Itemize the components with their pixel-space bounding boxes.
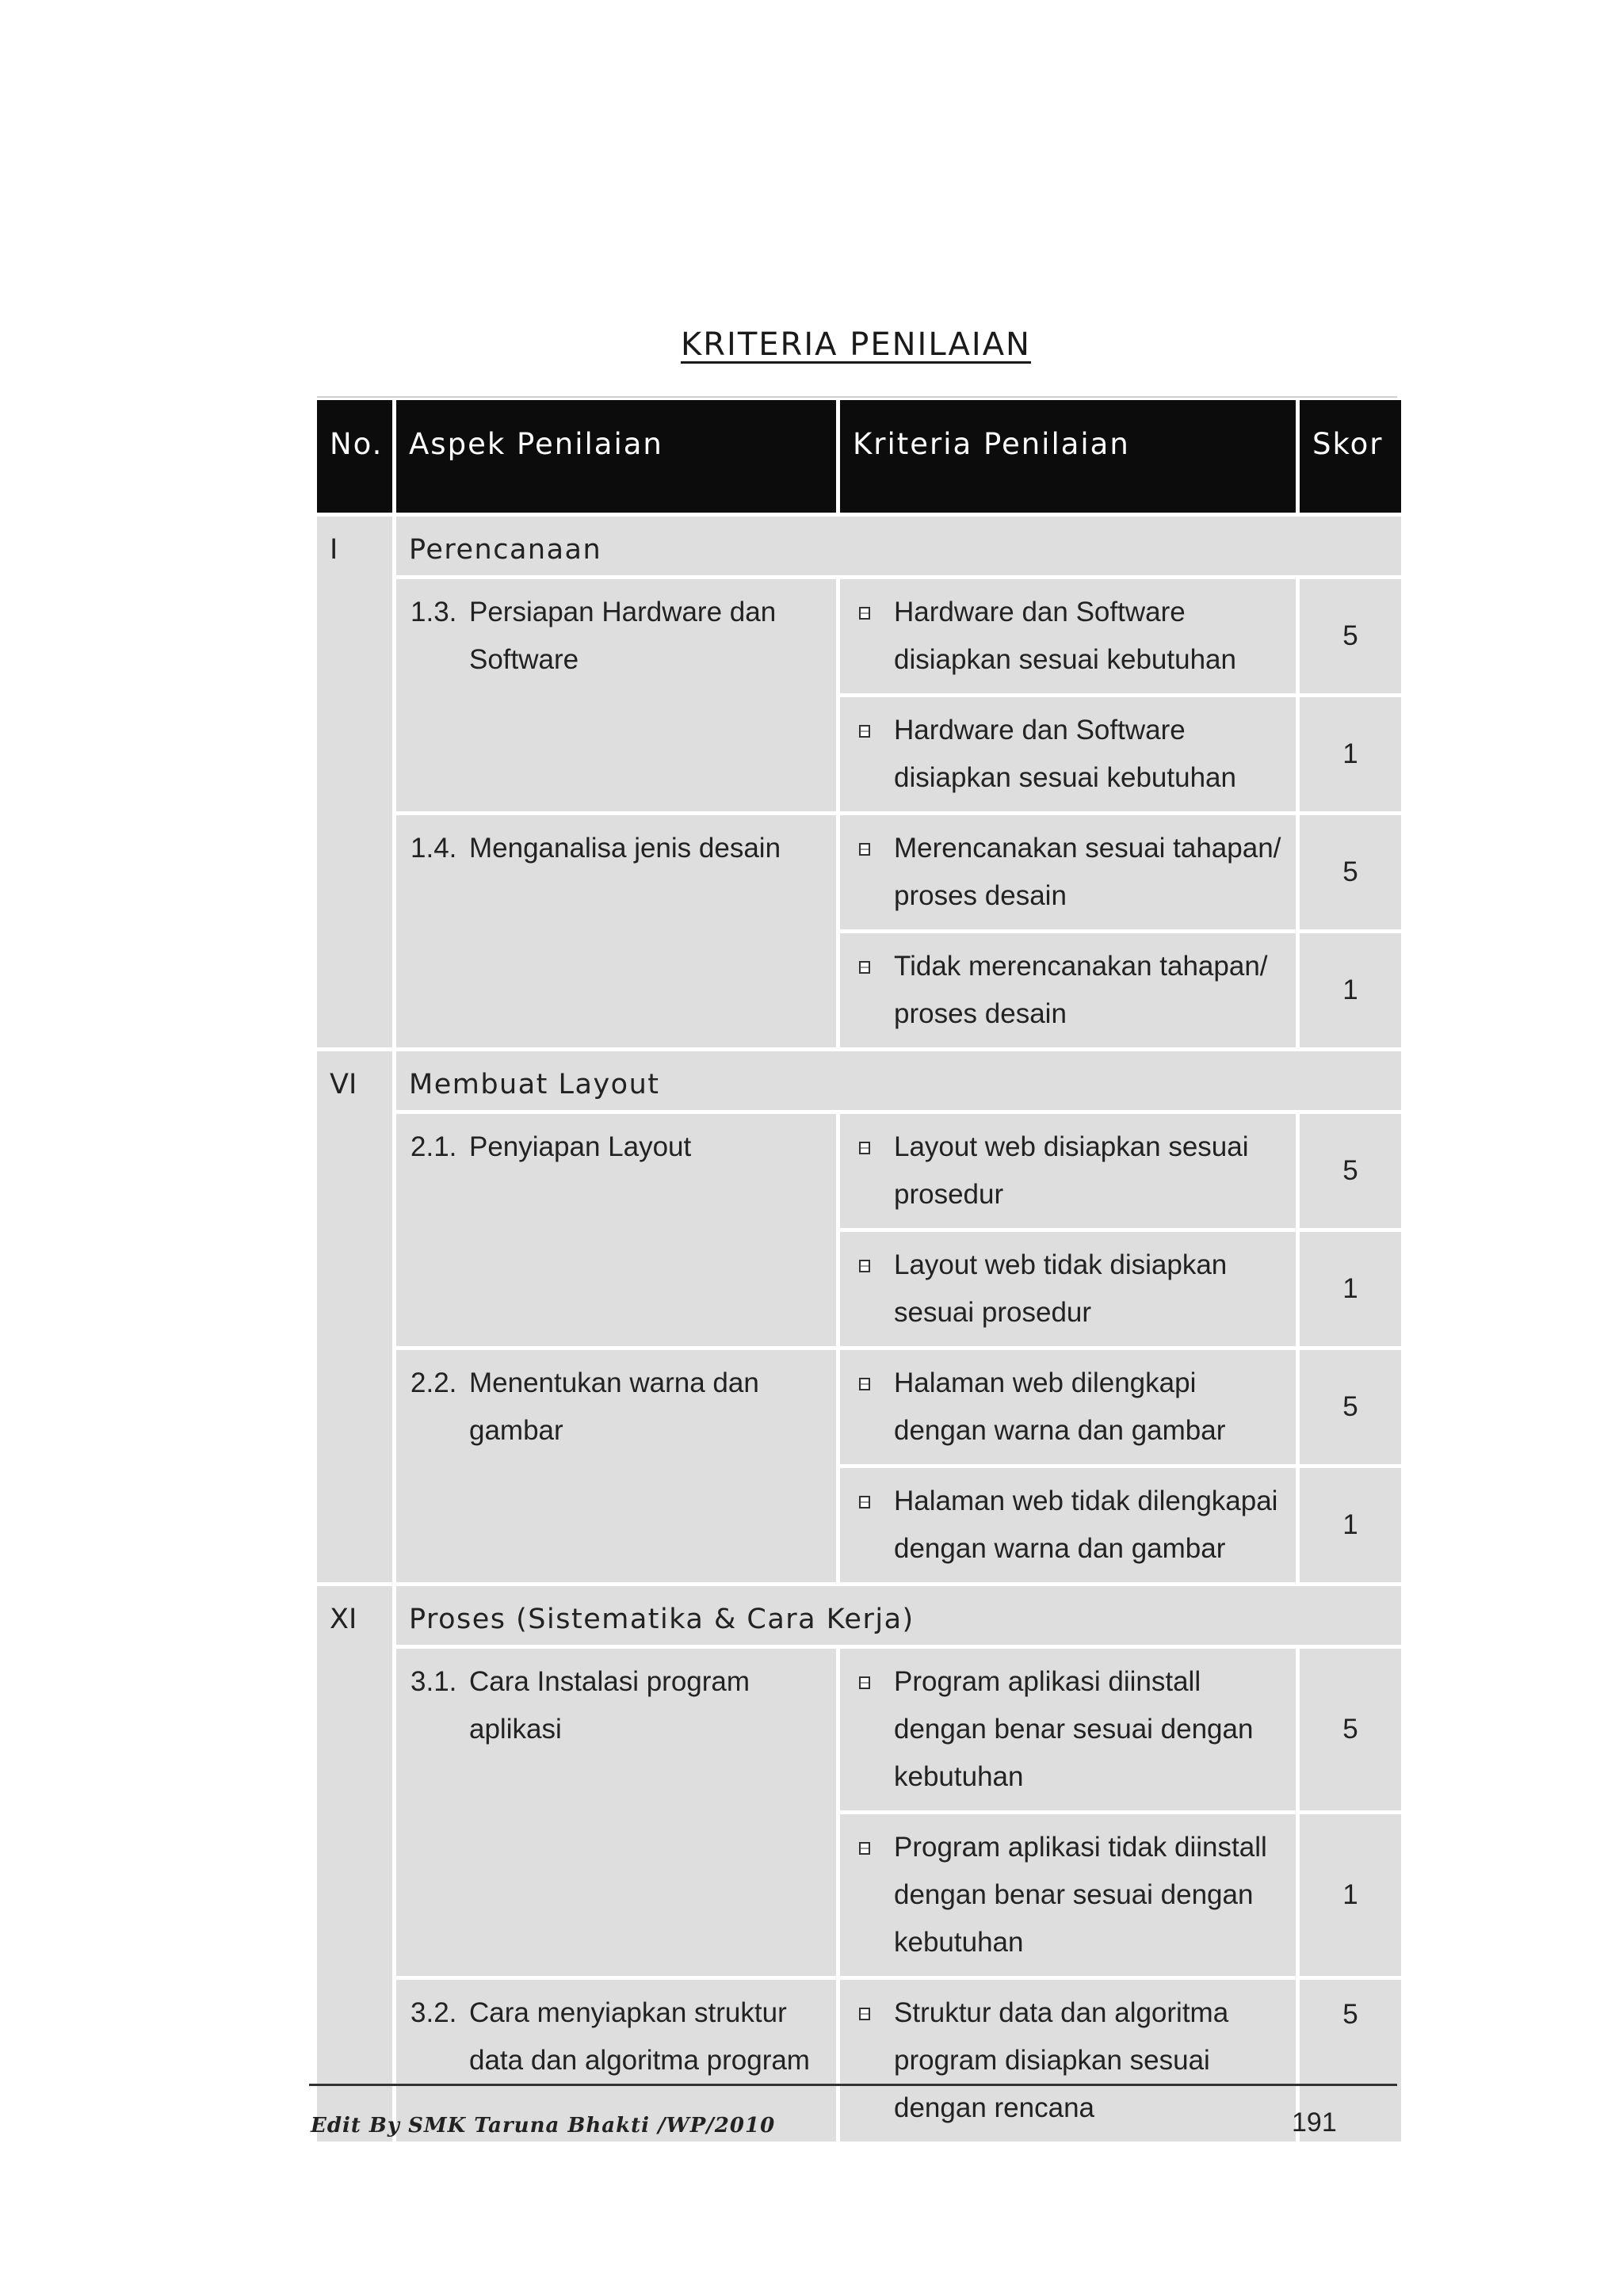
checkbox-bullet-icon	[854, 1824, 894, 1966]
aspect-cell	[396, 1114, 836, 1346]
criteria-cell	[840, 1814, 1296, 1976]
criteria-cell	[840, 933, 1296, 1047]
checkbox-bullet-icon	[854, 589, 894, 684]
aspect-label: Menentukan warna dan gambar	[469, 1367, 759, 1446]
score-cell: 1	[1300, 1232, 1401, 1346]
criteria-text: Layout web disiapkan sesuai prosedur	[894, 1131, 1249, 1210]
aspect-code: 3.1.	[411, 1666, 457, 1697]
score-cell: 5	[1300, 815, 1401, 929]
aspect-cell	[396, 815, 836, 1047]
criteria-table-container	[317, 396, 1397, 2142]
checkbox-bullet-icon	[854, 707, 894, 802]
section-title: Perencanaan	[396, 517, 1401, 575]
criteria-cell	[840, 579, 1296, 693]
checkbox-bullet-icon	[854, 1478, 894, 1573]
criteria-table	[313, 396, 1405, 2145]
criteria-cell	[840, 1980, 1296, 2142]
criteria-text: Tidak merencanakan tahapan/ proses desain	[894, 951, 1268, 1029]
footer-credit: Edit By SMK Taruna Bhakti /WP/2010	[311, 2114, 776, 2138]
criteria-cell	[840, 1350, 1296, 1464]
section-title: Proses (Sistematika & Cara Kerja)	[396, 1586, 1401, 1645]
score-cell: 1	[1300, 1468, 1401, 1582]
checkbox-bullet-icon	[854, 943, 894, 1038]
table-header-row	[317, 400, 1401, 513]
header-kriteria: Kriteria Penilaian	[840, 400, 1296, 513]
score-cell: 5	[1300, 1350, 1401, 1464]
checkbox-bullet-icon	[854, 1989, 894, 2132]
criteria-cell	[840, 815, 1296, 929]
header-aspek: Aspek Penilaian	[396, 400, 836, 513]
table-row	[317, 579, 1401, 693]
score-cell: 1	[1300, 933, 1401, 1047]
aspect-label: Cara Instalasi program aplikasi	[469, 1666, 750, 1745]
criteria-cell	[840, 1232, 1296, 1346]
aspect-cell	[396, 579, 836, 811]
aspect-code: 1.4.	[411, 833, 457, 864]
criteria-text: Halaman web tidak dilengkapai dengan warna dan gambar	[894, 1486, 1278, 1564]
aspect-code: 1.3.	[411, 597, 457, 627]
aspect-cell	[396, 1649, 836, 1976]
section-number: I	[317, 517, 392, 1047]
table-row	[317, 815, 1401, 929]
score-cell: 1	[1300, 697, 1401, 811]
criteria-text: Hardware dan Software disiapkan sesuai kebutuhan	[894, 715, 1236, 793]
score-cell: 5	[1300, 1649, 1401, 1810]
table-row	[317, 1114, 1401, 1228]
checkbox-bullet-icon	[854, 1658, 894, 1801]
section-number: XI	[317, 1586, 392, 2142]
checkbox-bullet-icon	[854, 1241, 894, 1337]
section-row	[317, 1586, 1401, 1645]
section-row	[317, 1051, 1401, 1110]
criteria-cell	[840, 1649, 1296, 1810]
aspect-code: 2.2.	[411, 1367, 457, 1398]
criteria-text: Merencanakan sesuai tahapan/ proses desain	[894, 833, 1281, 911]
criteria-cell	[840, 1468, 1296, 1582]
header-no: No.	[317, 400, 392, 513]
section-row	[317, 517, 1401, 575]
footer-divider	[309, 2084, 1397, 2086]
aspect-label: Penyiapan Layout	[469, 1131, 692, 1162]
page-number: 191	[1292, 2107, 1337, 2138]
criteria-text: Struktur data dan algoritma program disiapkan sesuai dengan rencana	[894, 1997, 1229, 2123]
checkbox-bullet-icon	[854, 1360, 894, 1455]
criteria-cell	[840, 697, 1296, 811]
criteria-text: Halaman web dilengkapi dengan warna dan gambar	[894, 1367, 1226, 1446]
score-cell: 5	[1300, 1114, 1401, 1228]
header-skor: Skor	[1300, 400, 1401, 513]
aspect-label: Menganalisa jenis desain	[469, 833, 781, 864]
criteria-text: Program aplikasi diinstall dengan benar sesuai dengan kebutuhan	[894, 1666, 1254, 1792]
score-cell: 5	[1300, 579, 1401, 693]
aspect-code: 3.2.	[411, 1997, 457, 2028]
criteria-text: Program aplikasi tidak diinstall dengan benar sesuai dengan kebutuhan	[894, 1832, 1267, 1958]
section-number: VI	[317, 1051, 392, 1582]
criteria-text: Hardware dan Software disiapkan sesuai kebutuhan	[894, 597, 1236, 675]
aspect-label: Cara menyiapkan struktur data dan algoritma program	[469, 1997, 810, 2076]
criteria-cell	[840, 1114, 1296, 1228]
page-title: KRITERIA PENILAIAN	[681, 326, 1031, 363]
aspect-cell	[396, 1350, 836, 1582]
table-row	[317, 1350, 1401, 1464]
checkbox-bullet-icon	[854, 825, 894, 920]
aspect-code: 2.1.	[411, 1131, 457, 1162]
score-cell: 1	[1300, 1814, 1401, 1976]
score-cell: 5	[1300, 1980, 1401, 2142]
aspect-label: Persiapan Hardware dan Software	[469, 597, 777, 675]
criteria-text: Layout web tidak disiapkan sesuai prosedur	[894, 1249, 1228, 1328]
table-row	[317, 1649, 1401, 1810]
section-title: Membuat Layout	[396, 1051, 1401, 1110]
checkbox-bullet-icon	[854, 1123, 894, 1219]
